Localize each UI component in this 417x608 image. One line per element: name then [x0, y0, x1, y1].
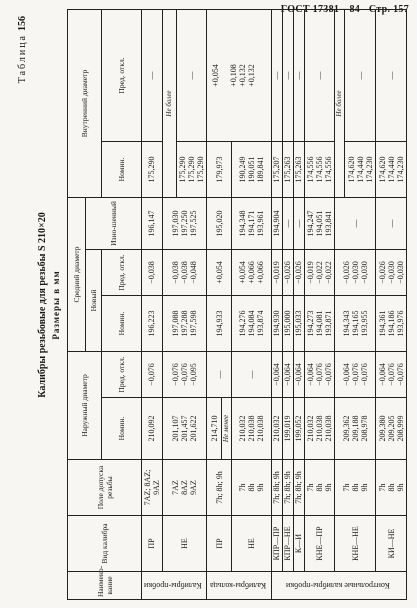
inner-nom-cell: 174,620 174,440 174,230	[345, 142, 376, 198]
inner-dev-cell: +0,054 +0,108 +0,132 +0,132	[207, 10, 271, 142]
mid-dev-cell: +0,054 +0,066 +0,066	[231, 250, 271, 296]
tolerance-cell: 7h; 8h; 9h	[207, 460, 231, 516]
mid-dev-cell: −0,026	[293, 250, 304, 296]
table-title: Калибры резьбовые для резьбы S 210×20	[37, 212, 48, 398]
mid-worn-cell: 196,147	[142, 198, 163, 250]
standard-code: ГОСТ 17381—84	[280, 4, 361, 15]
outer-nom-cell: 210,032 210,038 210,038	[304, 398, 335, 460]
kind-cell: ПР	[142, 516, 163, 572]
inner-nom-cell: 175,207	[271, 142, 282, 198]
outer-nom-cell: 199,052	[293, 398, 304, 460]
inner-dev-cell: —	[282, 10, 293, 142]
outer-nom-cell: 201,107 201,457 201,622	[162, 398, 207, 460]
mid-dev-cell: −0,019	[271, 250, 282, 296]
outer-nom-cell: 210,032 210,038 210,038	[231, 398, 271, 460]
inner-nom-cell: 175,290	[142, 142, 163, 198]
header-new: Новый	[86, 250, 102, 352]
mid-nom-cell: 196,223	[142, 296, 163, 352]
tolerance-cell: 7h 8h 9h	[335, 460, 376, 516]
outer-nom-cell: 209,380 209,205 208,999	[376, 398, 407, 460]
header-inner-dev: Пред. откл.	[102, 10, 142, 142]
mid-nom-cell: 195,000	[282, 296, 293, 352]
page-number: Стр. 157	[368, 4, 409, 15]
kind-cell: КПР—ПР	[271, 516, 282, 572]
outer-nom-cell: 214,710	[207, 398, 221, 460]
inner-dev-cell: —	[345, 10, 376, 142]
inner-dev-cell: —	[293, 10, 304, 142]
outer-nom-cell: 210,092	[142, 398, 163, 460]
mid-dev-cell: −0,019 −0,022 −0,022	[304, 250, 335, 296]
mid-dev-cell: −0,026 −0,030 −0,030	[335, 250, 376, 296]
mid-worn-cell: —	[376, 198, 407, 250]
outer-dev-cell: —	[231, 352, 271, 398]
mid-worn-cell: 194,247 194,051 193,841	[304, 198, 335, 250]
header-mid-diameter: Средний диаметр	[68, 198, 86, 352]
tolerance-cell: 7h; 8h; 9h	[282, 460, 293, 516]
note-not-more: Не более	[335, 10, 345, 198]
header-outer-diameter: Наружный диаметр	[68, 352, 102, 460]
header-mid-dev: Пред. откл.	[102, 250, 142, 296]
header-kind: Вид калибра	[68, 516, 142, 572]
header-tolerance: Поле допуска резьбы	[68, 460, 142, 516]
mid-nom-cell: 195,033	[293, 296, 304, 352]
group-plugs: Калибры-пробки	[142, 572, 207, 600]
mid-worn-cell: 194,904	[271, 198, 282, 250]
mid-worn-cell: —	[282, 198, 293, 250]
inner-nom-cell: 174,556 174,556 174,556	[304, 142, 335, 198]
outer-dev-cell: −0,064	[282, 352, 293, 398]
kind-cell: НЕ	[231, 516, 271, 572]
outer-dev-cell: —	[207, 352, 231, 398]
header-name: Наимено-вание	[68, 572, 142, 600]
tolerance-cell: 7h; 8h; 9h	[271, 460, 282, 516]
note-not-more: Не более	[162, 10, 176, 198]
outer-dev-cell: −0,076	[142, 352, 163, 398]
kind-cell: К—И	[293, 516, 304, 572]
mid-nom-cell: 194,933	[207, 296, 231, 352]
mid-nom-cell: 194,930	[271, 296, 282, 352]
mid-dev-cell: −0,038	[142, 250, 163, 296]
mid-nom-cell: 194,276 194,084 193,874	[231, 296, 271, 352]
mid-worn-cell: —	[335, 198, 376, 250]
header-worn: Изно-шенный	[86, 198, 142, 250]
kind-cell: КИ—НЕ	[376, 516, 407, 572]
mid-dev-cell: −0,026 −0,030 −0,030	[376, 250, 407, 296]
inner-nom-cell: 179,973	[207, 142, 231, 198]
mid-worn-cell: 195,020	[207, 198, 231, 250]
tolerance-cell: 7h 8h 9h	[304, 460, 335, 516]
rotated-page-content	[15, 10, 410, 600]
table-subtitle: Размеры в мм	[51, 270, 61, 340]
header-mid-nom: Номин.	[102, 296, 142, 352]
outer-dev-cell: −0,064 −0,076 −0,076	[304, 352, 335, 398]
header-inner-diameter: Внутренний диаметр	[68, 10, 102, 198]
kind-cell: КПР—НЕ	[282, 516, 293, 572]
outer-dev-cell: −0,064	[293, 352, 304, 398]
inner-nom-cell: 174,620 174,440 174,230	[376, 142, 407, 198]
kind-cell: НЕ	[162, 516, 207, 572]
inner-nom-cell: 175,290 175,290 175,290	[176, 142, 207, 198]
mid-dev-cell: −0,026	[282, 250, 293, 296]
table-label	[17, 16, 28, 83]
tolerance-cell: 7h 8h 9h	[231, 460, 271, 516]
header-outer-dev: Пред. откл.	[102, 352, 142, 398]
tolerance-cell: 7AZ; 8AZ; 9AZ	[142, 460, 163, 516]
mid-worn-cell: —	[293, 198, 304, 250]
inner-nom-cell: 175,263	[282, 142, 293, 198]
group-rings: Калибры-кольца	[207, 572, 271, 600]
inner-dev-cell: —	[271, 10, 282, 142]
header-inner-nom: Номин.	[102, 142, 142, 198]
inner-dev-cell: —	[142, 10, 163, 142]
tolerance-cell: 7h 8h 9h	[376, 460, 407, 516]
tolerance-cell: 7AZ 8AZ 9AZ	[162, 460, 207, 516]
inner-nom-cell: 175,263	[293, 142, 304, 198]
gauge-table	[67, 9, 407, 600]
inner-dev-cell: —	[376, 10, 407, 142]
tolerance-cell: 7h; 8h; 9h	[293, 460, 304, 516]
table-number: 156	[17, 16, 28, 31]
group-control-plugs: Контрольные калибры-пробки	[271, 572, 406, 600]
header-outer-nom: Номин.	[102, 398, 142, 460]
mid-nom-cell: 197,088 197,288 197,598	[162, 296, 207, 352]
inner-nom-cell: 190,249 190,051 189,841	[231, 142, 271, 198]
kind-cell: КНЕ—ПР	[304, 516, 335, 572]
outer-nom-cell: 199,019	[282, 398, 293, 460]
inner-dev-cell: —	[304, 10, 335, 142]
mid-nom-cell: 194,361 194,186 193,976	[376, 296, 407, 352]
mid-worn-cell: 194,348 194,171 193,961	[231, 198, 271, 250]
note-not-less: Не менее	[221, 398, 231, 460]
outer-nom-cell: 209,362 209,188 208,978	[335, 398, 376, 460]
mid-dev-cell: −0,038 −0,038 −0,048	[162, 250, 207, 296]
kind-cell: ПР	[207, 516, 231, 572]
mid-worn-cell: 197,030 197,250 197,525	[162, 198, 207, 250]
outer-dev-cell: −0,064	[271, 352, 282, 398]
mid-dev-cell: +0,054	[207, 250, 231, 296]
mid-nom-cell: 194,343 194,165 193,955	[335, 296, 376, 352]
inner-dev-cell: —	[176, 10, 207, 142]
outer-nom-cell: 210,032	[271, 398, 282, 460]
outer-dev-cell: −0,064 −0,076 −0,076	[376, 352, 407, 398]
table-word: Таблица	[17, 34, 28, 84]
outer-dev-cell: −0,064 −0,076 −0,076	[335, 352, 376, 398]
outer-dev-cell: −0,076 −0,076 −0,095	[162, 352, 207, 398]
kind-cell: КНЕ—НЕ	[335, 516, 376, 572]
mid-nom-cell: 194,273 194,081 193,871	[304, 296, 335, 352]
